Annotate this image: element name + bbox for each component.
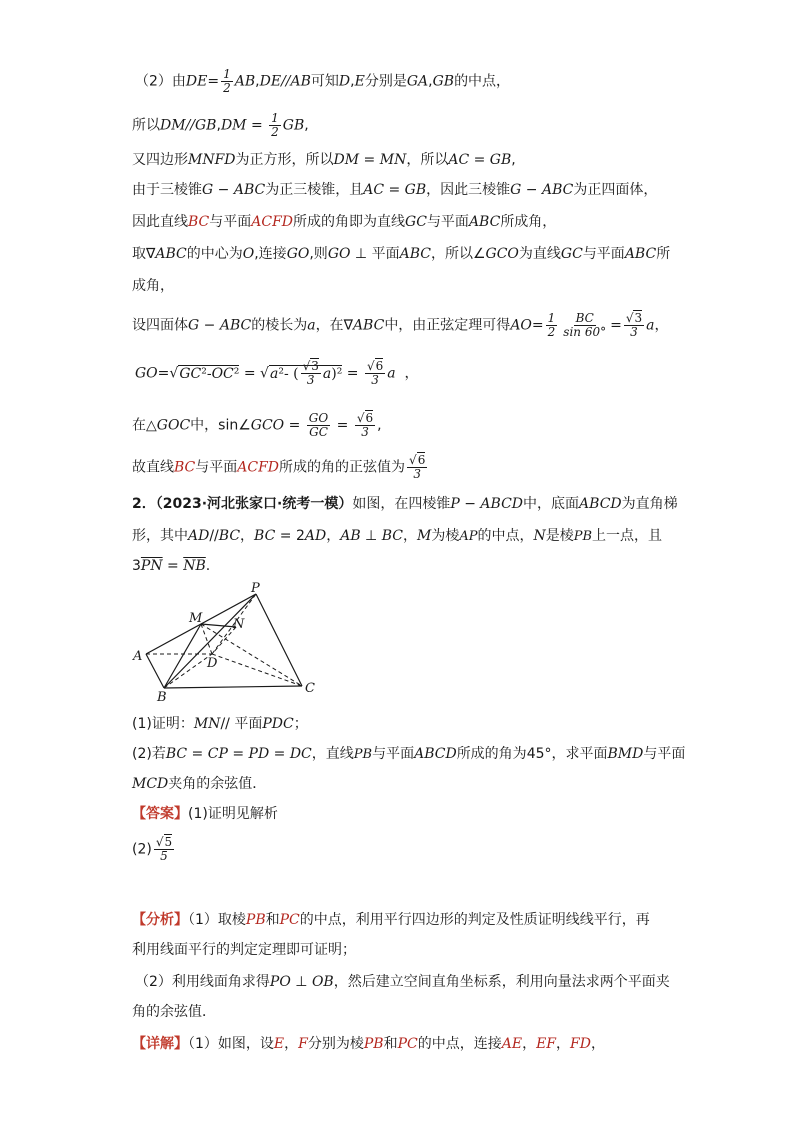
label-n: N — [233, 617, 245, 632]
pyramid-figure — [128, 580, 328, 704]
analysis-line-3: （2）利用线面角求得PO ⊥ OB，然后建立空间直角坐标系，利用向量法求两个平面夹 — [135, 974, 670, 990]
part2-line-9: GO=√GC²-OC² = √a²- ( $\frac{√3}{3}$ a)² = $\frac{√6}{3}$ a ， — [135, 359, 419, 387]
label-m: M — [189, 611, 203, 626]
part2-line-11: 故直线BC与平面ACFD所成的角的正弦值为 $\frac{√6}{3}$ — [132, 453, 426, 481]
answer-line-2: (2) $\frac{√5}{5}$ — [132, 835, 173, 863]
analysis-line-4: 角的余弦值． — [132, 1004, 216, 1020]
label-b: B — [157, 690, 167, 704]
label-c: C — [305, 681, 315, 696]
analysis-line-1: 【分析】（1）取棱PB和PC的中点，利用平行四边形的判定及性质证明线线平行，再 — [132, 912, 650, 928]
part2-line-8: 设四面体G − ABC的棱长为a，在∇ABC中，由正弦定理可得AO= $\frac{1}{2}$ $\frac{BC}{\sin 60^\circ}$ = $\frac{√3}{3}$ a， — [132, 311, 669, 339]
question-2-sub-2-cont: MCD夹角的余弦值． — [132, 776, 267, 792]
answer-line-1: 【答案】(1)证明见解析 — [132, 806, 278, 822]
part2-line-2: 所以DM//GB,DM = $\frac{1}{2}$ GB, — [132, 111, 309, 139]
question-2-sub-2: (2)若BC = CP = PD = DC，直线PB与平面ABCD所成的角为45°，求平面BMD与平面 — [132, 746, 686, 762]
part2-line-7: 成角， — [132, 278, 174, 294]
part2-line-1: （2）由DE= $\frac{1}{2}$ AB,DE//AB可知D,E分别是GA,GB的中点， — [135, 67, 511, 95]
analysis-line-2: 利用线面平行的判定定理即可证明； — [132, 942, 356, 958]
label-p: P — [251, 581, 260, 596]
part2-line-3: 又四边形MNFD为正方形，所以DM = MN，所以AC = GB, — [132, 152, 516, 168]
label-a: A — [133, 649, 143, 664]
part2-line-6: 取∇ABC的中心为O,连接GO,则GO ⊥ 平面ABC，所以∠GCO为直线GC与平面ABC所 — [132, 246, 671, 262]
answer-tag: 【答案】 — [132, 806, 188, 822]
detail-tag: 【详解】 — [132, 1036, 188, 1052]
detail-line-1: 【详解】（1）如图，设E，F分别为棱PB和PC的中点，连接AE，EF，FD， — [132, 1036, 605, 1052]
question-2-line-1: 2．（2023·河北张家口·统考一模）如图，在四棱锥P − ABCD中，底面ABCD为直角梯 — [132, 496, 678, 512]
question-2-line-3: $3\overline{PN} = \overline{NB}$. — [132, 558, 211, 574]
analysis-tag: 【分析】 — [132, 912, 188, 928]
label-d: D — [207, 656, 218, 671]
part2-line-10: 在△GOC中，sin∠GCO = $\frac{GO}{GC}$ = $\frac{√6}{3}$ , — [132, 411, 382, 439]
part2-line-4: 由于三棱锥G − ABC为正三棱锥，且AC = GB，因此三棱锥G − ABC为正四面体， — [132, 182, 658, 198]
question-2-line-2: 形，其中AD//BC，BC = 2AD，AB ⊥ BC，M为棱AP的中点，N是棱PB上一点，且 — [132, 528, 663, 544]
question-2-sub-1: (1)证明：MN// 平面PDC； — [132, 716, 308, 732]
part2-line-5: 因此直线BC与平面ACFD所成的角即为直线GC与平面ABC所成角， — [132, 214, 557, 230]
